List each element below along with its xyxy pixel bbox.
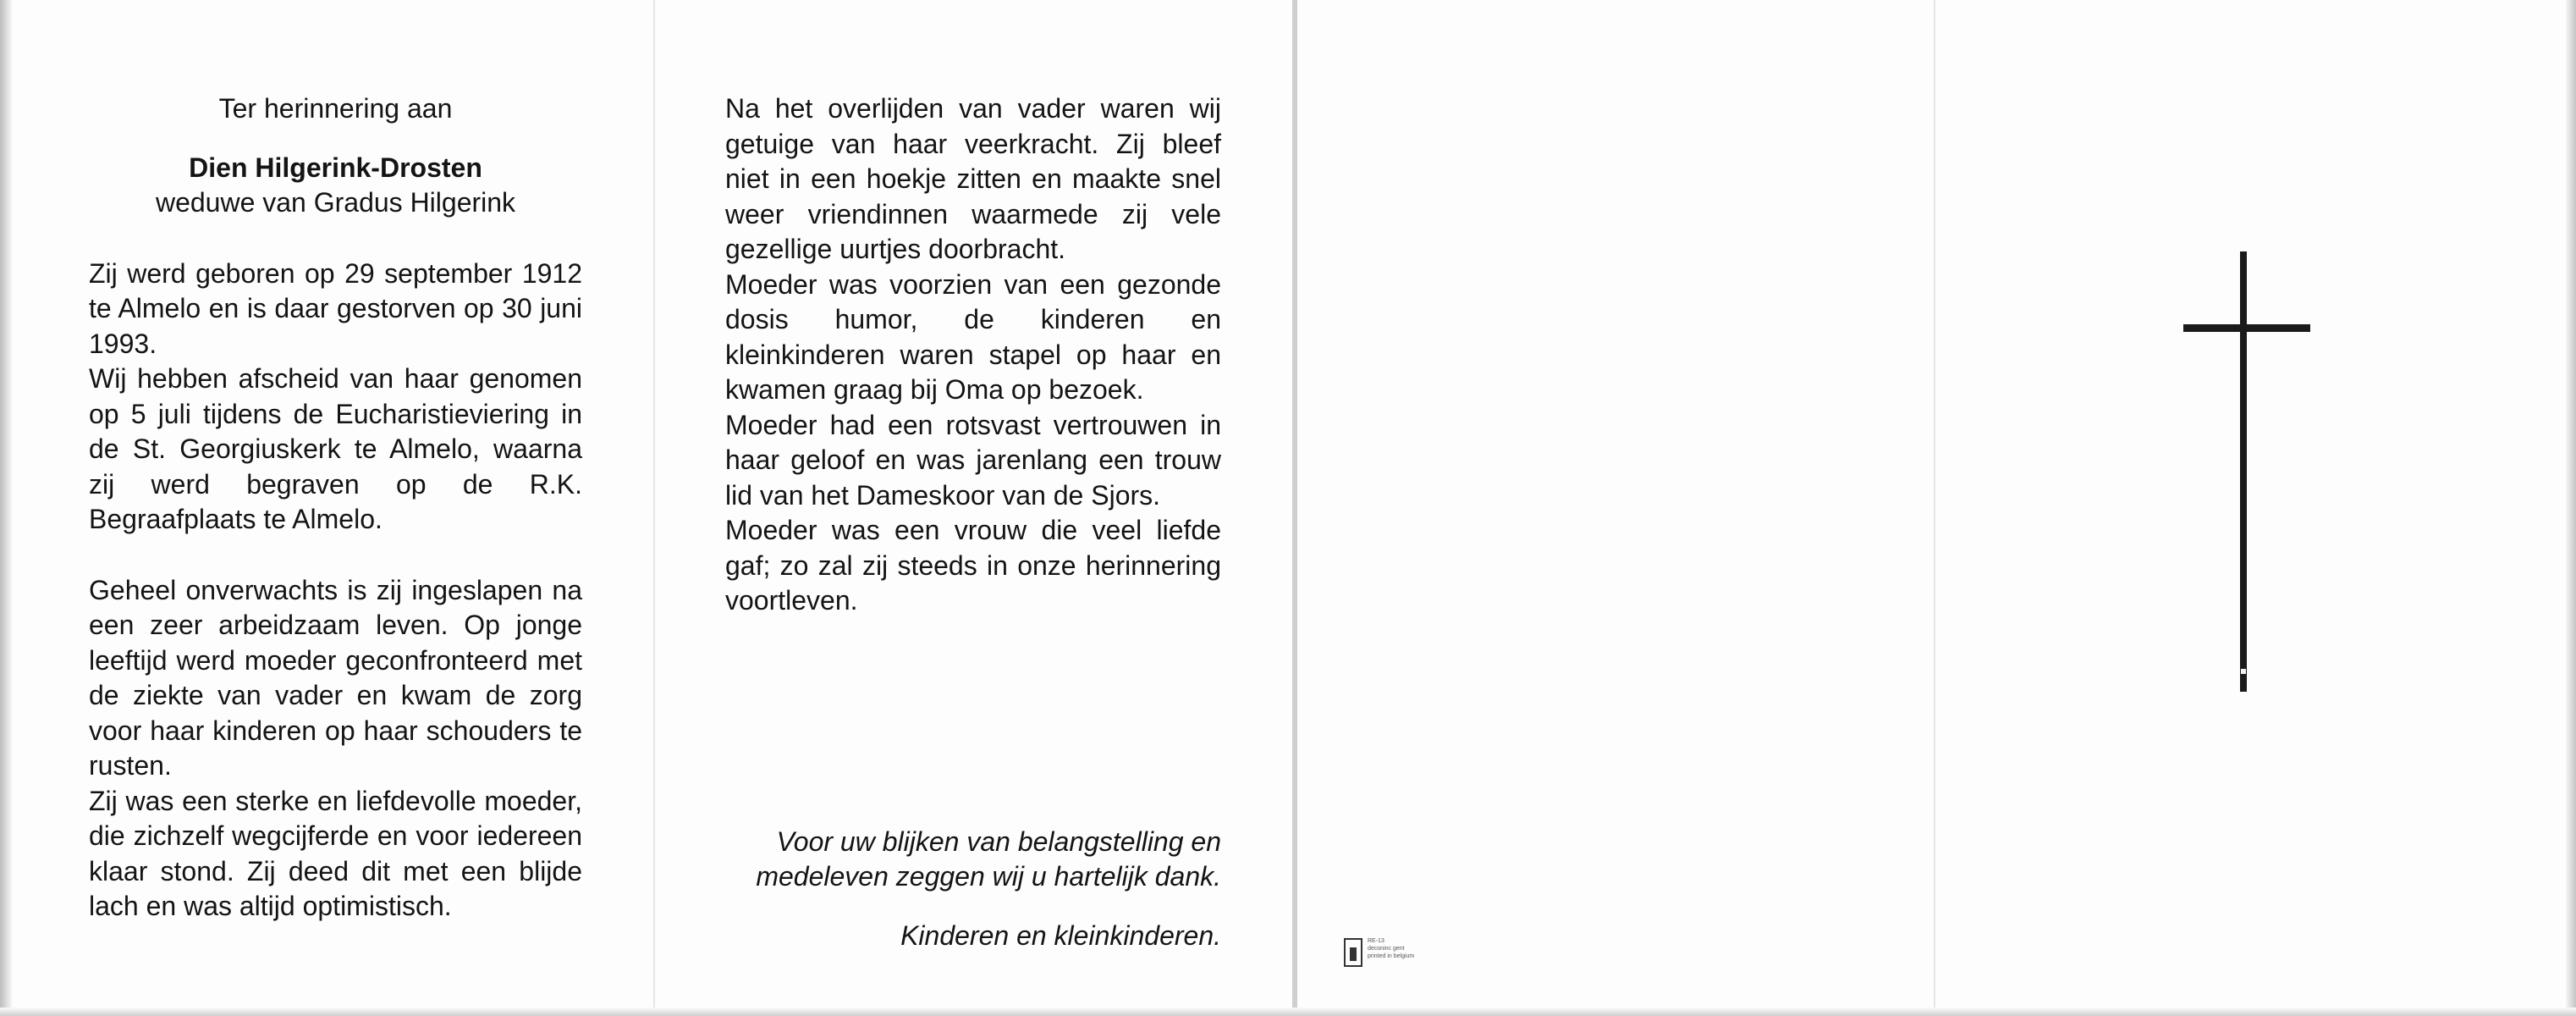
character-paragraph: Zij was een sterke en liefdevolle moeder, die zichzelf wegcijferde en voor iedereen klaar stond. Zij deed dit met een blijde lach en was altijd optimistisch. bbox=[89, 785, 582, 921]
signature-text: Kinderen en kleinkinderen. bbox=[900, 919, 1221, 951]
printer-mark bbox=[1344, 938, 1513, 970]
cross-detail bbox=[2241, 669, 2246, 674]
deceased-subtitle: weduwe van Gradus Hilgerink bbox=[155, 187, 516, 218]
resilience-paragraph: Na het overlijden van vader waren wij getuige van haar veerkracht. Zij bleef niet in een hoekje zitten en maakte snel weer vriendinnen waarmede zij vele gezellige uurtjes doorbracht. bbox=[725, 93, 1221, 264]
printer-origin: printed in belgium bbox=[1368, 953, 1415, 959]
left-text-panel bbox=[89, 91, 582, 925]
thanks-text: Voor uw blijken van belangstelling en medeleven zeggen wij u hartelijk dank. bbox=[756, 826, 1221, 892]
right-edge-shadow bbox=[2566, 0, 2576, 1016]
faith-paragraph: Moeder had een rotsvast vertrouwen in haar geloof en was jarenlang een trouw lid van het Dameskoor van de Sjors. bbox=[725, 409, 1221, 511]
fold-line-left bbox=[653, 0, 655, 1016]
love-paragraph: Moeder was een vrouw die veel liefde gaf; zo zal zij steeds in onze herinnering voortleven. bbox=[725, 515, 1221, 616]
birth-death-paragraph: Zij werd geboren op 29 september 1912 te Almelo en is daar gestorven op 30 juni 1993. bbox=[89, 257, 582, 359]
center-fold bbox=[1292, 0, 1297, 1016]
bottom-edge-shadow bbox=[0, 1008, 2576, 1016]
humor-paragraph: Moeder was voorzien van een gezonde dosis humor, de kinderen en kleinkinderen waren stapel op haar en kwamen graag bij Oma op bezoek. bbox=[725, 268, 1221, 405]
cross-vertical-beam bbox=[2240, 251, 2247, 692]
printer-mark-text bbox=[1368, 937, 1414, 960]
funeral-paragraph: Wij hebben afscheid van haar genomen op 5 juli tijdens de Eucharistieviering in de St. Georgiuskerk te Almelo, waarna zij werd begraven op de R.K. Begraafplaats te Almelo. bbox=[89, 363, 582, 534]
card-heading: Ter herinnering aan bbox=[218, 93, 453, 124]
right-text-panel bbox=[725, 91, 1221, 953]
cross-horizontal-beam bbox=[2183, 324, 2310, 332]
paragraph-gap bbox=[89, 538, 582, 573]
left-edge-shadow bbox=[0, 0, 12, 1016]
printer-logo-icon bbox=[1344, 938, 1362, 967]
fold-line-right bbox=[1934, 0, 1935, 1016]
printer-code: RE-13 bbox=[1368, 938, 1384, 944]
deceased-name: Dien Hilgerink-Drosten bbox=[189, 152, 482, 183]
life-paragraph: Geheel onverwachts is zij ingeslapen na een zeer arbeidzaam leven. Op jonge leeftijd werd moeder geconfronteerd met de ziekte van vader en kwam de zorg voor haar kinderen op haar schouders te rusten. bbox=[89, 574, 582, 781]
printer-name: deconinc gent bbox=[1368, 946, 1405, 952]
